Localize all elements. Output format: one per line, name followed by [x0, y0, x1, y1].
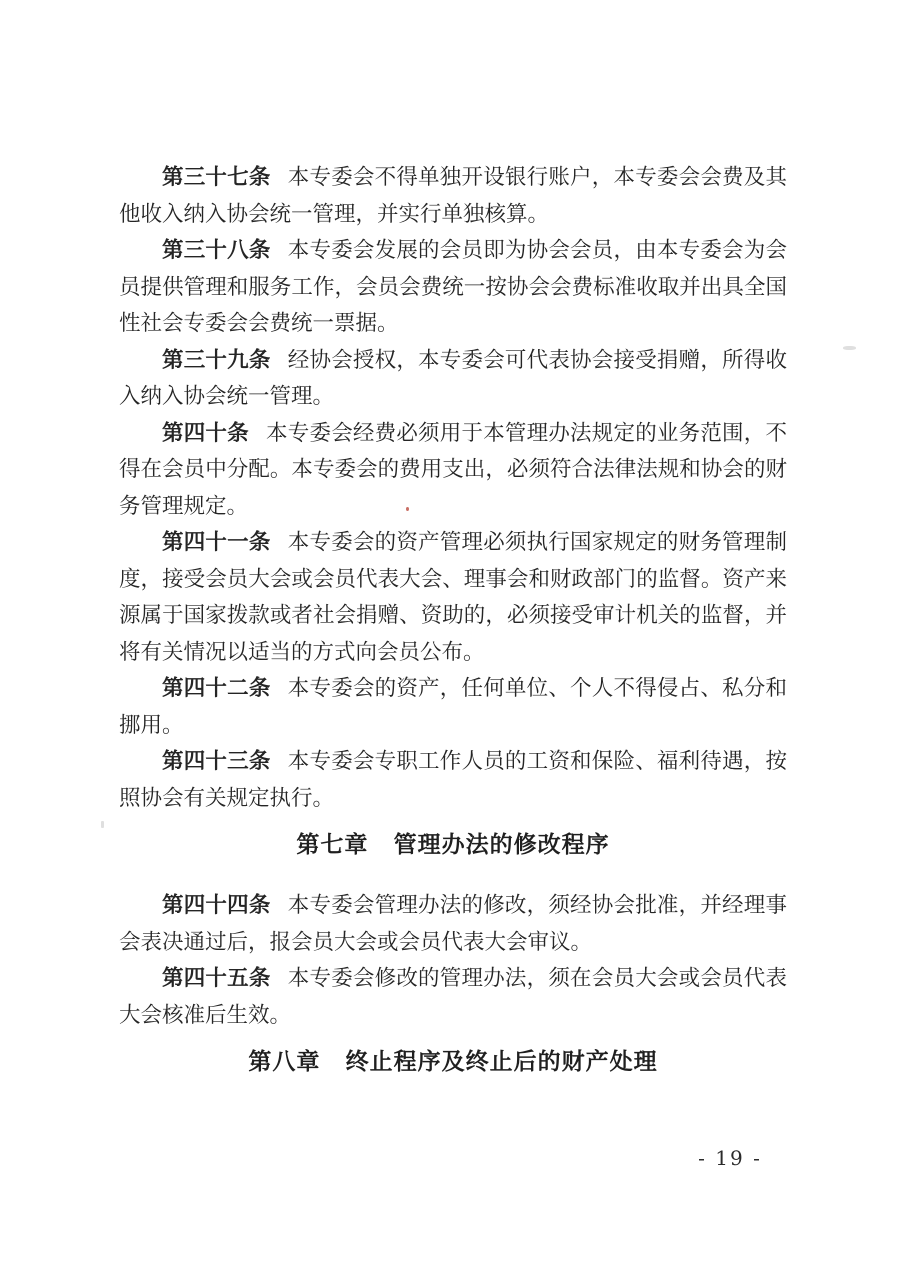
chapter-number: 第八章 — [248, 1049, 321, 1075]
article-paragraph-38 — [119, 233, 787, 343]
article-paragraph-40 — [119, 416, 787, 526]
scan-artifact-edge-tick — [101, 821, 104, 828]
chapter-heading-7 — [119, 827, 787, 864]
article-body: 本专委会的资产管理必须执行国家规定的财务管理制度，接受会员大会或会员代表大会、理事会和财政部门的监督。资产来源属于国家拨款或者社会捐赠、资助的，必须接受审计机关的监督，并将有关情况以适当的方式向会员公布。 — [119, 530, 787, 665]
article-body: 本专委会经费必须用于本管理办法规定的业务范围，不得在会员中分配。本专委会的费用支出，必须符合法律法规和协会的财务管理规定。 — [119, 420, 787, 519]
article-paragraph-37 — [119, 160, 787, 233]
article-paragraph-39 — [119, 343, 787, 416]
article-term: 第三十九条 — [162, 347, 271, 373]
article-term: 第四十三条 — [162, 749, 271, 774]
article-paragraph-45 — [119, 961, 787, 1034]
article-term: 第三十八条 — [162, 238, 271, 263]
chapter-heading-8 — [119, 1044, 787, 1081]
article-paragraph-42 — [119, 671, 787, 744]
article-body: 本专委会发展的会员即为协会会员，由本专委会为会员提供管理和服务工作，会员会费统一按协会会费标准收取并出具全国性社会专委会会费统一票据。 — [119, 238, 787, 336]
article-term: 第四十二条 — [162, 676, 271, 701]
article-paragraph-44 — [119, 888, 787, 961]
article-paragraph-41 — [119, 525, 787, 671]
article-body: 本专委会不得单独开设银行账户，本专委会会费及其他收入纳入协会统一管理，并实行单独核算。 — [119, 165, 787, 227]
article-term: 第三十七条 — [162, 165, 271, 190]
article-paragraph-43 — [119, 744, 787, 817]
article-body: 本专委会专职工作人员的工资和保险、福利待遇，按照协会有关规定执行。 — [119, 749, 787, 811]
scan-artifact-red-speck — [406, 507, 409, 511]
article-term: 第四十条 — [162, 420, 249, 446]
article-term: 第四十五条 — [162, 966, 271, 991]
article-body: 经协会授权，本专委会可代表协会接受捐赠，所得收入纳入协会统一管理。 — [119, 347, 787, 409]
scan-artifact-gray-smudge — [843, 346, 856, 350]
chapter-title: 终止程序及终止后的财产处理 — [345, 1049, 658, 1075]
document-body — [119, 160, 787, 1105]
article-body: 本专委会管理办法的修改，须经协会批准，并经理事会表决通过后，报会员大会或会员代表大会审议。 — [119, 893, 787, 955]
article-term: 第四十一条 — [162, 530, 271, 555]
article-body: 本专委会的资产，任何单位、个人不得侵占、私分和挪用。 — [119, 676, 787, 738]
page-number: - 19 - — [698, 1146, 762, 1170]
article-body: 本专委会修改的管理办法，须在会员大会或会员代表大会核准后生效。 — [119, 966, 787, 1028]
chapter-title: 管理办法的修改程序 — [393, 832, 610, 858]
chapter-number: 第七章 — [296, 832, 369, 858]
article-term: 第四十四条 — [162, 893, 271, 918]
